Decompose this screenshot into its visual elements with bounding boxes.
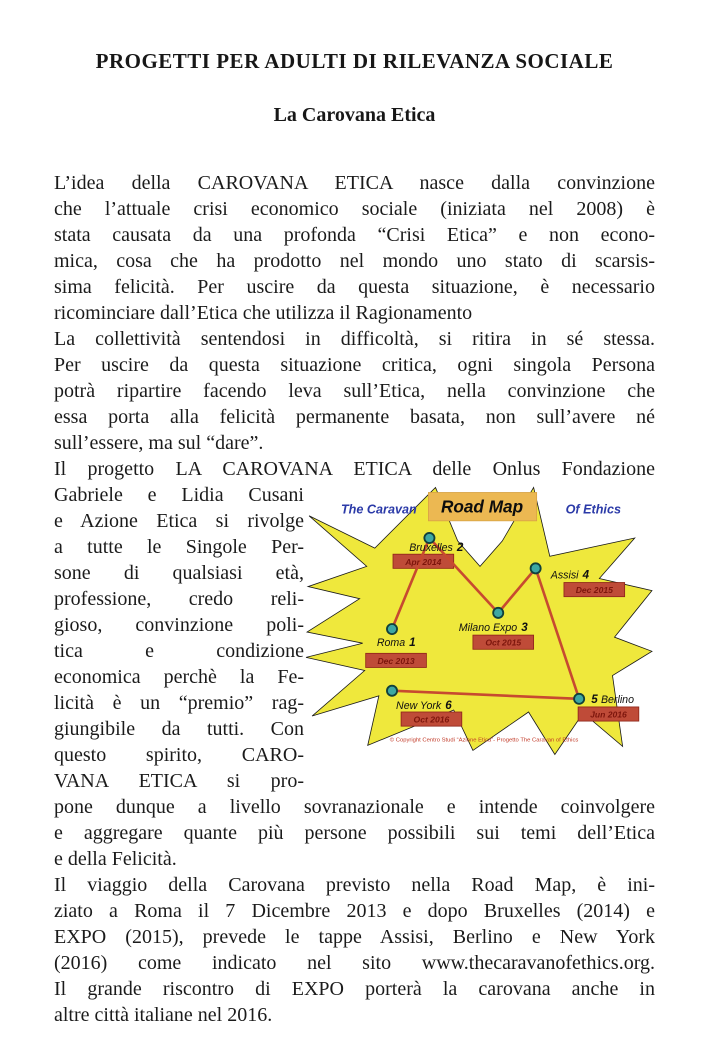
text-line: tica e condizione [54,640,304,662]
stop-date-berlino: Jun 2016 [590,709,627,720]
text-line: sull’essere, ma sul “dare”. [54,432,264,454]
stop-label-milano-expo: Milano Expo 3 [458,621,528,635]
paragraph-block-bottom [54,794,655,1028]
page-subtitle: La Carovana Etica [273,104,436,126]
text-line: pone dunque a livello sovranazionale e intende coinvolgere [54,796,655,818]
text-line: questo spirito, CARO- [54,744,304,766]
stop-date-roma: Dec 2013 [377,655,415,666]
roadmap-title: Road Map [440,496,524,517]
stop-date-new-york: Oct 2016 [413,714,450,725]
page-title: PROGETTI PER ADULTI DI RILEVANZA SOCIALE [95,49,614,73]
text-line: potrà ripartire facendo leva sull’Etica, nella convinzione che [54,380,655,402]
stop-label-assisi: Assisi 4 [550,568,590,582]
text-line: giungibile da tutti. Con [54,718,304,740]
text-line: L’idea della CAROVANA ETICA nasce dalla convinzione [54,172,655,194]
text-line: VANA ETICA si pro- [54,770,304,792]
text-line: mica, cosa che ha prodotto nel mondo uno stato di scarsis- [54,250,655,272]
stop-marker-berlino [574,694,584,704]
stop-date-assisi: Dec 2015 [575,585,613,596]
text-line: (2016) come indicato nel sito www.thecaravanofethics.org. [54,952,655,974]
left-column [54,482,304,794]
text-line: essa porta alla felicità permanente basata, non sull’avere né [54,406,655,428]
stop-label-roma: Roma 1 [376,636,416,650]
roadmap-image [304,485,656,765]
text-line: che l’attuale crisi economico sociale (iniziata nel 2008) è [54,198,655,220]
roadmap-copyright: © Copyright Centro Studi “Azione Etica”- Progetto The Caravan of Ethics [389,737,579,744]
text-line: licità è un “premio” rag- [54,692,304,714]
text-line: Per uscire da questa situazione critica, ogni singola Persona [54,354,655,376]
text-line: a tutte le Singole Per- [54,536,304,558]
text-line: Il grande riscontro di EXPO porterà la carovana anche in [54,978,655,1000]
roadmap-title-right: Of Ethics [565,502,621,517]
text-wrap-block [54,482,655,794]
stop-marker-new-york [387,686,397,696]
paragraph-block-top [54,170,655,482]
text-line: e aggregare quante più persone possibili sui temi dell’Etica [54,822,655,844]
text-line: Il progetto LA CAROVANA ETICA delle Onlus Fondazione [54,458,655,480]
text-line: ricominciare dall’Etica che utilizza il Ragionamento [54,302,473,324]
roadmap-figure [304,485,656,765]
stop-date-milano-expo: Oct 2015 [485,637,522,648]
text-line: altre città italiane nel 2016. [54,1004,273,1026]
text-line: stata causata da una profonda “Crisi Etica” e non econo- [54,224,655,246]
text-line: e della Felicità. [54,848,177,870]
stop-marker-roma [387,624,397,634]
stop-label-new-york: New York 6 [396,698,452,712]
text-line: economica perchè la Fe- [54,666,304,688]
text-line: sone di qualsiasi età, [54,562,304,584]
text-line: La collettività sentendosi in difficoltà, si ritira in sé stessa. [54,328,655,350]
text-line: e Azione Etica si rivolge [54,510,304,532]
text-line: professione, credo reli- [54,588,304,610]
text-line: Il viaggio della Carovana previsto nella Road Map, è ini- [54,874,655,896]
text-line: EXPO (2015), prevede le tappe Assisi, Berlino e New York [54,926,655,948]
text-line: sima felicità. Per uscire da questa situazione, è necessario [54,276,655,298]
roadmap-title-left: The Caravan [340,502,417,517]
body-text [54,170,655,1028]
stop-label-bruxelles: Bruxelles 2 [409,541,464,555]
stop-marker-milano-expo [493,608,503,618]
stop-marker-assisi [531,563,541,573]
stop-date-bruxelles: Apr 2014 [405,556,442,567]
stop-label-berlino: 5 Berlino [591,692,634,706]
text-line: Gabriele e Lidia Cusani [54,484,304,506]
text-line: ziato a Roma il 7 Dicembre 2013 e dopo Bruxelles (2014) e [54,900,655,922]
text-line: gioso, convinzione poli- [54,614,304,636]
